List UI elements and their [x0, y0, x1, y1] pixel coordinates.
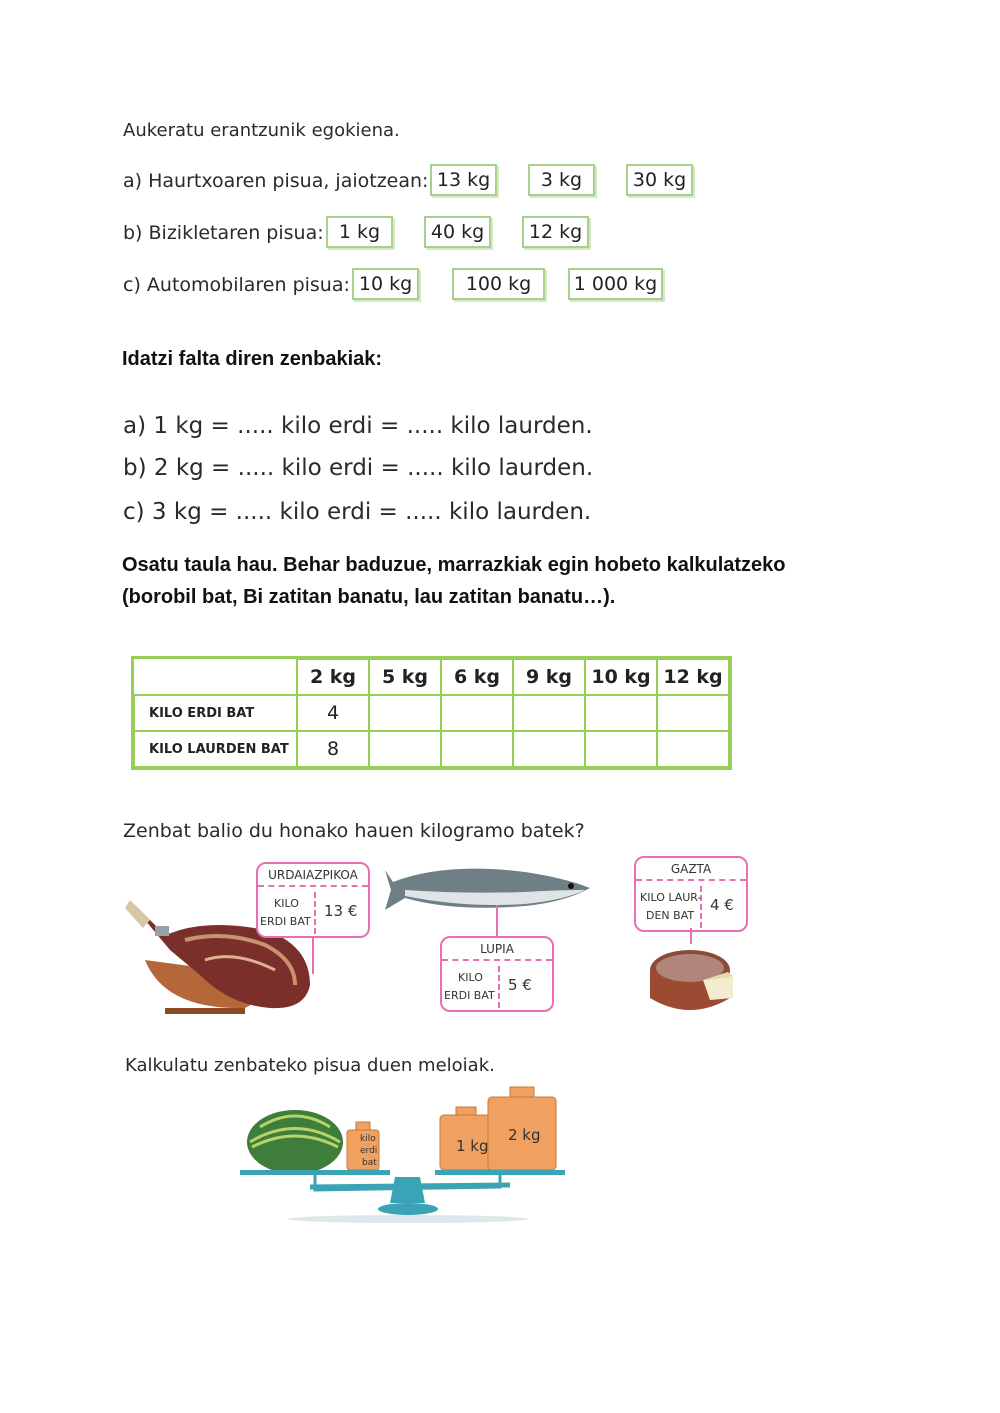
fish-price-card — [440, 936, 554, 1012]
cheese-illustration — [648, 940, 738, 1022]
small-weight-label-3: bat — [362, 1158, 377, 1168]
equation-line-c: c) 3 kg = ..... kilo erdi = ..... kilo laurden. — [123, 499, 592, 525]
table-header: 10 kg — [585, 659, 657, 695]
table-cell-input[interactable] — [513, 695, 585, 731]
table-row — [134, 695, 729, 731]
table-header: 5 kg — [369, 659, 441, 695]
option-b-2[interactable]: 40 kg — [424, 216, 491, 248]
table-cell-input[interactable] — [369, 695, 441, 731]
question-a-label: a) Haurtxoaren pisua, jaiotzean: — [123, 170, 429, 192]
table-header: 9 kg — [513, 659, 585, 695]
cheese-price-card — [634, 856, 748, 932]
table-cell: 4 — [297, 695, 369, 731]
equation-line-b: b) 2 kg = ..... kilo erdi = ..... kilo laurden. — [123, 455, 594, 481]
table-cell: 8 — [297, 731, 369, 767]
small-weight-label-1: kilo — [360, 1134, 376, 1144]
option-c-2[interactable]: 100 kg — [452, 268, 545, 300]
fish-price: 5 € — [508, 976, 532, 994]
weight-table — [133, 658, 730, 768]
fish-unit-line1: KILO — [458, 971, 483, 984]
question-b-label: b) Bizikletaren pisua: — [123, 222, 324, 244]
table-cell-input[interactable] — [657, 695, 729, 731]
table-header: 12 kg — [657, 659, 729, 695]
option-c-1[interactable]: 10 kg — [352, 268, 419, 300]
ham-unit-line2: ERDI BAT — [260, 915, 311, 928]
table-cell-input[interactable] — [369, 731, 441, 767]
fish-connector — [496, 905, 498, 937]
option-a-2[interactable]: 3 kg — [528, 164, 595, 196]
cheese-unit-line2: DEN BAT — [646, 909, 695, 922]
table-header: 6 kg — [441, 659, 513, 695]
option-c-3[interactable]: 1 000 kg — [568, 268, 663, 300]
ham-divider — [314, 892, 316, 934]
question-c-label: c) Automobilaren pisua: — [123, 274, 350, 296]
fish-divider — [498, 966, 500, 1008]
option-b-3[interactable]: 12 kg — [522, 216, 589, 248]
table-corner — [134, 659, 297, 695]
row-label: KILO LAURDEN BAT — [134, 731, 297, 767]
fish-unit-line2: ERDI BAT — [444, 989, 495, 1002]
ham-connector — [312, 934, 314, 974]
table-cell-input[interactable] — [441, 695, 513, 731]
fish-illustration — [385, 860, 595, 920]
fish-name: LUPIA — [442, 938, 552, 961]
section3-instruction: Osatu taula hau. Behar baduzue, marrazkiak egin hobeto kalkulatzeko (borobil bat, Bi zatitan banatu, lau zatitan banatu…). — [122, 554, 786, 608]
equation-line-a: a) 1 kg = ..... kilo erdi = ..... kilo laurden. — [123, 413, 593, 439]
section2-title: Idatzi falta diren zenbakiak: — [122, 348, 383, 370]
cheese-price: 4 € — [710, 896, 734, 914]
table-cell-input[interactable] — [513, 731, 585, 767]
section4-title: Zenbat balio du honako hauen kilogramo batek? — [123, 820, 585, 842]
balance-scale-illustration — [240, 1075, 580, 1225]
section1-title: Aukeratu erantzunik egokiena. — [123, 120, 400, 141]
small-weight-label-2: erdi — [360, 1146, 378, 1156]
option-a-1[interactable]: 13 kg — [430, 164, 497, 196]
table-cell-input[interactable] — [585, 731, 657, 767]
table-cell-input[interactable] — [441, 731, 513, 767]
option-a-3[interactable]: 30 kg — [626, 164, 693, 196]
weight-2kg-label: 2 kg — [508, 1126, 541, 1144]
section5-title: Kalkulatu zenbateko pisua duen meloiak. — [125, 1055, 495, 1076]
cheese-name: GAZTA — [636, 858, 746, 881]
weight-1kg-label: 1 kg — [456, 1137, 489, 1155]
ham-name: URDAIAZPIKOA — [258, 864, 368, 887]
table-cell-input[interactable] — [585, 695, 657, 731]
row-label: KILO ERDI BAT — [134, 695, 297, 731]
table-header: 2 kg — [297, 659, 369, 695]
ham-price-card — [256, 862, 370, 938]
table-cell-input[interactable] — [657, 731, 729, 767]
option-b-1[interactable]: 1 kg — [326, 216, 393, 248]
table-row — [134, 731, 729, 767]
cheese-unit-line1: KILO LAUR- — [640, 891, 702, 904]
ham-price: 13 € — [324, 902, 358, 920]
ham-unit-line1: KILO — [274, 897, 299, 910]
